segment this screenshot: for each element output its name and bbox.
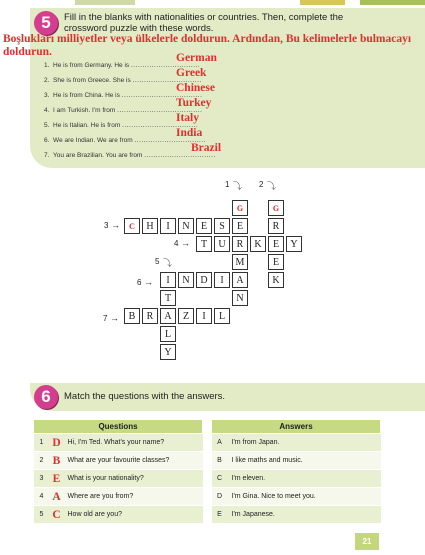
sentence-1-answer[interactable]: German <box>176 52 217 64</box>
exercise5-translation: Boşlukları milliyetler veya ülkelerle doldurun. Ardından, Bu kelimelerle bulmacayı doldurun. <box>3 33 412 58</box>
crossword-cell[interactable]: A <box>160 308 176 324</box>
match-answer[interactable]: D <box>50 434 64 452</box>
crossword-cell[interactable]: E <box>196 218 212 234</box>
crossword-cell[interactable]: N <box>232 290 248 306</box>
clue-number-7: 7 <box>103 314 108 323</box>
crossword-cell[interactable]: G <box>268 200 284 216</box>
crossword-cell[interactable]: Y <box>286 236 302 252</box>
crossword-cell[interactable]: B <box>124 308 140 324</box>
top-decoration-strip <box>0 0 425 6</box>
questions-table <box>33 419 203 524</box>
crossword-cell[interactable]: T <box>196 236 212 252</box>
exercise5-instruction: Fill in the blanks with nationalities or countries. Then, complete the crossword puzzle with these words. <box>64 12 344 34</box>
table-row: B I like maths and music. <box>212 452 381 470</box>
sentence-1: 1. He is from Germany. He is .............................. <box>44 62 201 69</box>
decor-brush-stroke <box>360 0 425 5</box>
arrow-right-icon: → <box>181 238 190 248</box>
crossword-cell[interactable]: S <box>214 218 230 234</box>
table-row: 4 A Where are you from? <box>34 488 203 506</box>
clue-number-1: 1 <box>225 180 230 189</box>
match-answer[interactable]: A <box>50 488 64 506</box>
sentence-6-answer[interactable]: India <box>176 127 203 139</box>
crossword-cell[interactable]: I <box>160 218 176 234</box>
arrow-right-icon: → <box>110 313 119 323</box>
exercise6-number-badge: 6 <box>34 385 58 409</box>
crossword-cell[interactable]: M <box>232 254 248 270</box>
sentence-3: 3. He is from China. He is ................................... <box>44 92 203 99</box>
crossword-cell[interactable]: I <box>214 272 230 288</box>
clue-number-3: 3 <box>104 221 109 230</box>
clue-number-5: 5 <box>155 257 160 266</box>
table-row: E I'm Japanese. <box>212 506 381 524</box>
crossword-cell[interactable]: R <box>142 308 158 324</box>
crossword-cell[interactable]: L <box>160 326 176 342</box>
arrow-down-icon: ⤵ <box>233 181 243 191</box>
table-row: 2 B What are your favourite classes? <box>34 452 203 470</box>
sentence-2-answer[interactable]: Greek <box>176 67 207 79</box>
crossword-cell[interactable]: I <box>196 308 212 324</box>
crossword-cell[interactable]: N <box>178 218 194 234</box>
match-answer[interactable]: E <box>50 470 64 488</box>
crossword-cell[interactable]: H <box>142 218 158 234</box>
crossword-cell[interactable]: K <box>250 236 266 252</box>
table-row: C I'm eleven. <box>212 470 381 488</box>
arrow-down-icon: ⤵ <box>267 181 277 191</box>
exercise5-number-badge: 5 <box>34 11 58 35</box>
answers-table <box>211 419 381 524</box>
match-answer[interactable]: C <box>50 506 64 524</box>
crossword-cell[interactable]: Z <box>178 308 194 324</box>
table-row: 5 C How old are you? <box>34 506 203 524</box>
questions-header: Questions <box>34 420 203 434</box>
sentence-7: 7. You are Brazilian. You are from ............................... <box>44 152 216 159</box>
crossword-cell[interactable]: E <box>232 218 248 234</box>
crossword-cell[interactable]: Y <box>160 344 176 360</box>
sentence-5: 5. He is Italian. He is from ................................. <box>44 122 199 129</box>
crossword-cell[interactable]: K <box>268 272 284 288</box>
arrow-right-icon: → <box>144 277 153 287</box>
sentence-6: 6. We are Indian. We are from ............................... <box>44 137 206 144</box>
sentence-7-answer[interactable]: Brazil <box>191 142 222 154</box>
crossword-cell[interactable]: T <box>160 290 176 306</box>
table-row: 3 E What is your nationality? <box>34 470 203 488</box>
sentence-5-answer[interactable]: Italy <box>176 112 199 124</box>
clue-number-6: 6 <box>137 278 142 287</box>
decor-brush-stroke <box>75 0 135 5</box>
table-row: 1 D Hi, I'm Ted. What's your name? <box>34 434 203 452</box>
answers-header: Answers <box>212 420 381 434</box>
crossword-cell[interactable]: C <box>124 218 140 234</box>
crossword-cell[interactable]: E <box>268 236 284 252</box>
page-number: 21 <box>355 533 379 550</box>
crossword-cell[interactable]: G <box>232 200 248 216</box>
sentence-4: 4. I am Turkish. I'm from ..................................... <box>44 107 203 114</box>
crossword-cell[interactable]: E <box>268 254 284 270</box>
crossword-cell[interactable]: A <box>232 272 248 288</box>
exercise6-instruction: Match the questions with the answers. <box>64 391 226 402</box>
table-row: D I'm Gina. Nice to meet you. <box>212 488 381 506</box>
crossword-cell[interactable]: N <box>178 272 194 288</box>
crossword-cell[interactable]: U <box>214 236 230 252</box>
sentence-3-answer[interactable]: Chinese <box>176 82 215 94</box>
clue-number-2: 2 <box>259 180 264 189</box>
match-answer[interactable]: B <box>50 452 64 470</box>
decor-brush-stroke <box>300 0 345 5</box>
crossword-cell[interactable]: R <box>268 218 284 234</box>
clue-number-4: 4 <box>174 239 179 248</box>
crossword-cell[interactable]: L <box>214 308 230 324</box>
arrow-down-icon: ⤵ <box>163 258 173 268</box>
sentence-2: 2. She is from Greece. She is .............................. <box>44 77 202 84</box>
crossword-cell[interactable]: D <box>196 272 212 288</box>
sentence-4-answer[interactable]: Turkey <box>176 97 212 109</box>
arrow-right-icon: → <box>111 220 120 230</box>
crossword-cell[interactable]: R <box>232 236 248 252</box>
table-row: A I'm from Japan. <box>212 434 381 452</box>
crossword-cell[interactable]: I <box>160 272 176 288</box>
